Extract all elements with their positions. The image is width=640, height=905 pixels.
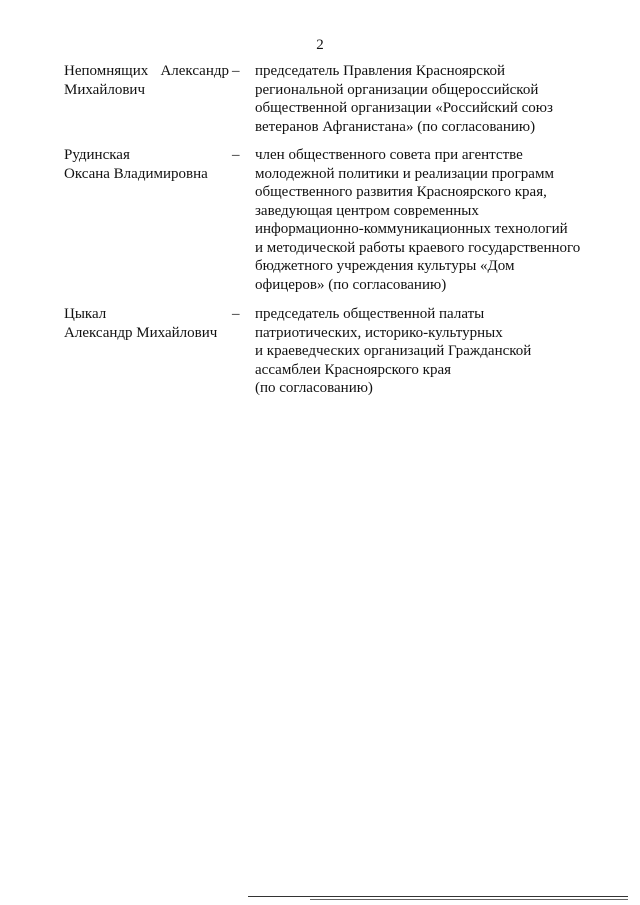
member-role-line: заведующая центром современных <box>255 202 479 219</box>
member-role-line: ветеранов Афганистана» (по согласованию) <box>255 118 536 135</box>
page-number: 2 <box>316 37 324 53</box>
member-role-line: общественного развития Красноярского края, <box>255 184 547 200</box>
member-role-line: информационно-коммуникационных технологий <box>255 221 568 237</box>
member-role <box>255 305 600 398</box>
dash-separator: – <box>232 147 240 163</box>
member-role-line: председатель Правления Красноярской <box>255 63 506 79</box>
member-role-line: (по согласованию) <box>255 380 373 396</box>
member-role-line: председатель общественной палаты <box>255 306 485 322</box>
member-name <box>64 62 239 99</box>
member-name-line: Александр Михайлович <box>64 324 218 341</box>
member-role-line: ассамблеи Красноярского края <box>255 361 452 378</box>
member-name-line: Михайлович <box>64 81 145 98</box>
member-role-line: патриотических, историко-культурных <box>255 324 503 341</box>
bottom-divider <box>248 896 628 897</box>
dash-separator: – <box>232 306 240 322</box>
member-name-line: Рудинская <box>64 147 130 163</box>
member-role <box>255 146 600 294</box>
member-role-line: и краеведческих организаций Гражданской <box>255 343 532 359</box>
bottom-divider <box>310 899 628 900</box>
member-role-line: бюджетного учреждения культуры «Дом <box>255 258 515 274</box>
member-role-line: общественной организации «Российский союз <box>255 100 553 116</box>
member-role-line: региональной организации общероссийской <box>255 81 539 98</box>
member-name <box>64 146 239 183</box>
member-name-line: Оксана Владимировна <box>64 165 208 182</box>
member-role-line: офицеров» (по согласованию) <box>255 276 447 293</box>
member-name-line: Непомнящих Александр <box>64 63 229 79</box>
dash-separator: – <box>232 63 240 79</box>
member-role-line: молодежной политики и реализации программ <box>255 165 554 182</box>
member-role-line: и методической работы краевого государственного <box>255 239 581 256</box>
member-role <box>255 62 600 136</box>
member-name-line: Цыкал <box>64 306 107 322</box>
member-name <box>64 305 239 342</box>
member-role-line: член общественного совета при агентстве <box>255 147 523 163</box>
